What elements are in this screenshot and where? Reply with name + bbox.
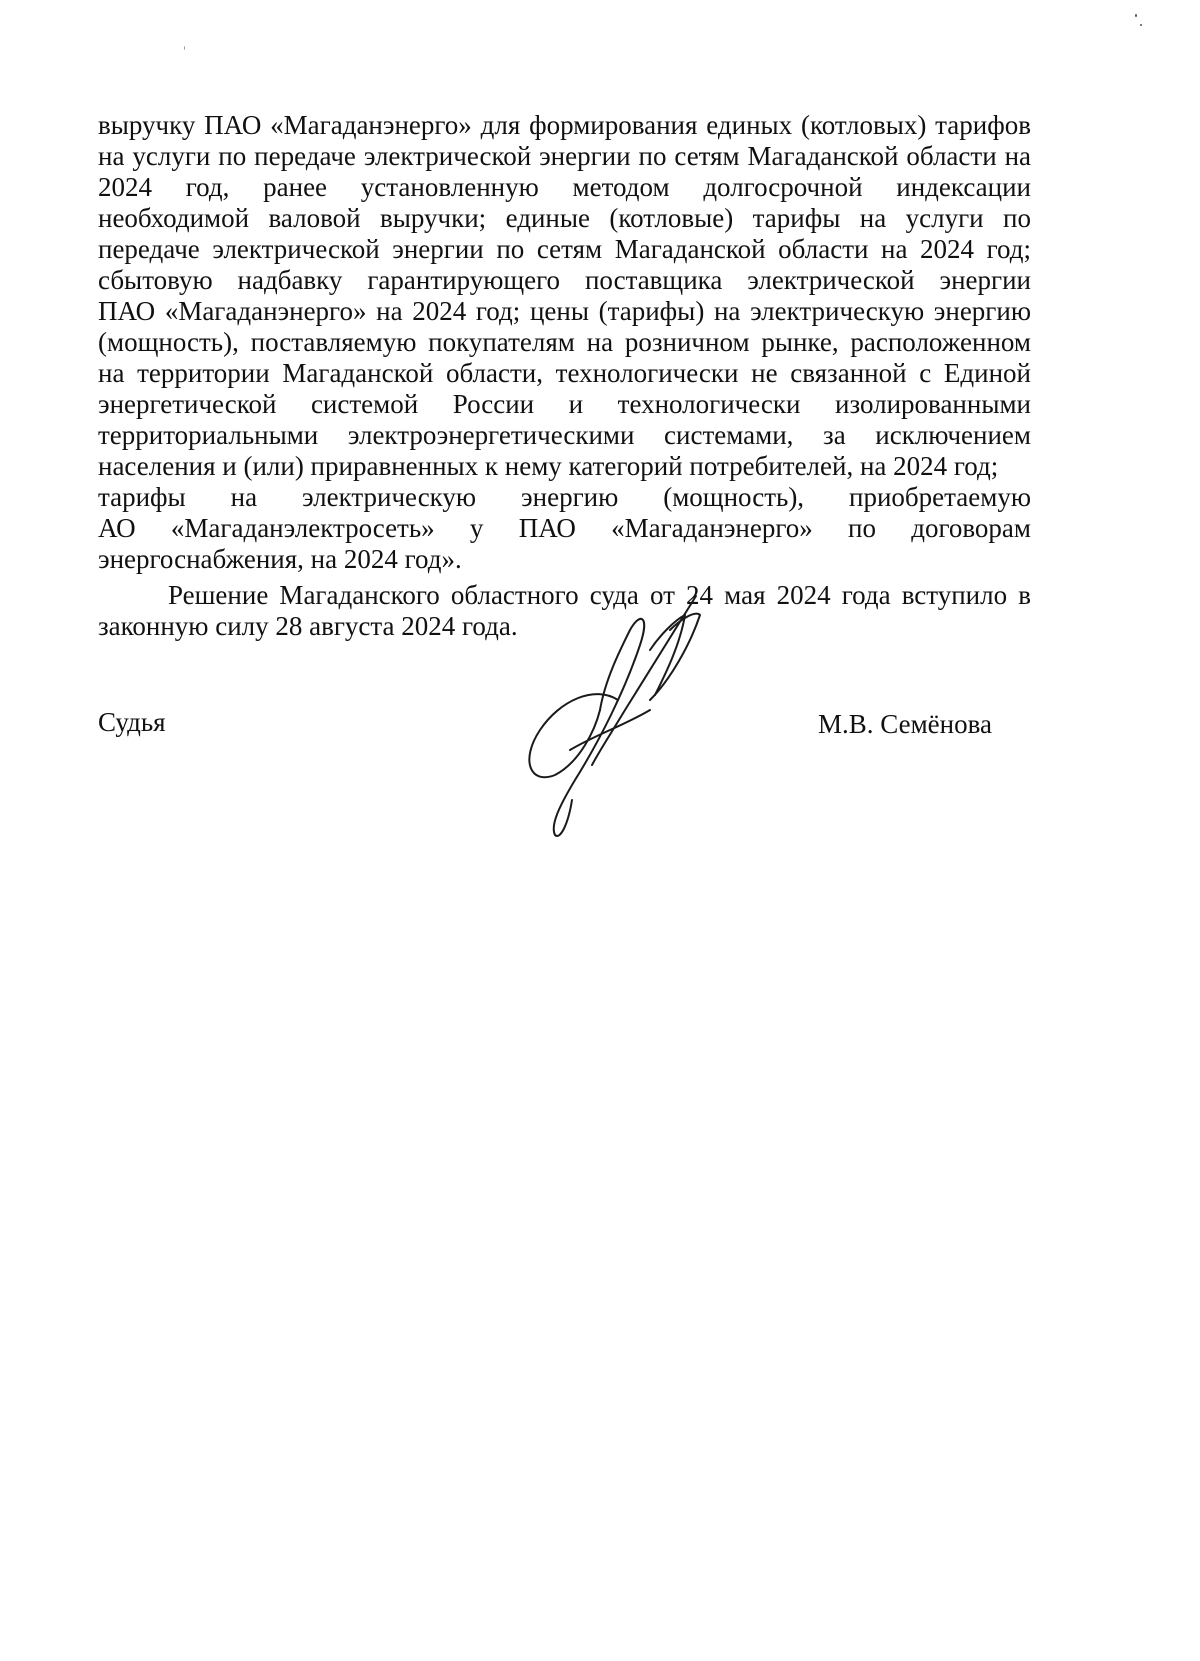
text-line: законную силу 28 августа 2024 года.: [98, 611, 518, 641]
text-line: 2024 год, ранее установленную методом долгосрочной индексации: [98, 172, 1031, 202]
text-line: (мощность), поставляемую покупателям на розничном рынке, расположенном: [98, 327, 1031, 357]
text-line: ПАО «Магаданэнерго» на 2024 год; цены (тарифы) на электрическую энергию: [98, 296, 1031, 326]
paragraph-1: [98, 110, 1031, 575]
signoff-role: Судья: [98, 707, 166, 737]
text-line: АО «Магаданэлектросеть» у ПАО «Магаданэнерго» по договорам: [98, 513, 1031, 543]
text-line: передаче электрической энергии по сетям Магаданской области на 2024 год;: [98, 234, 1031, 264]
scan-speck: [1140, 24, 1142, 26]
text-line: тарифы на электрическую энергию (мощность), приобретаемую: [98, 482, 1031, 512]
scan-speck: [1135, 14, 1137, 17]
text-line: территориальными электроэнергетическими системами, за исключением: [98, 420, 1031, 450]
scan-speck: [184, 46, 185, 50]
text-line: необходимой валовой выручки; единые (котловые) тарифы на услуги по: [98, 203, 1031, 233]
text-line: энергоснабжения, на 2024 год».: [98, 544, 462, 574]
text-line: населения и (или) приравненных к нему категорий потребителей, на 2024 год;: [98, 451, 999, 481]
handwritten-signature: [500, 590, 740, 840]
text-line: энергетической системой России и технологически изолированными: [98, 389, 1031, 419]
text-line: на территории Магаданской области, технологически не связанной с Единой: [98, 358, 1031, 388]
text-line: сбытовую надбавку гарантирующего поставщика электрической энергии: [98, 265, 1031, 295]
text-line: выручку ПАО «Магаданэнерго» для формирования единых (котловых) тарифов: [98, 110, 1031, 140]
text-line: на услуги по передаче электрической энергии по сетям Магаданской области на: [98, 141, 1031, 171]
text-line: Решение Магаданского областного суда от 24 мая 2024 года вступило в: [168, 580, 1031, 610]
signoff-name: М.В. Семёнова: [818, 709, 992, 739]
